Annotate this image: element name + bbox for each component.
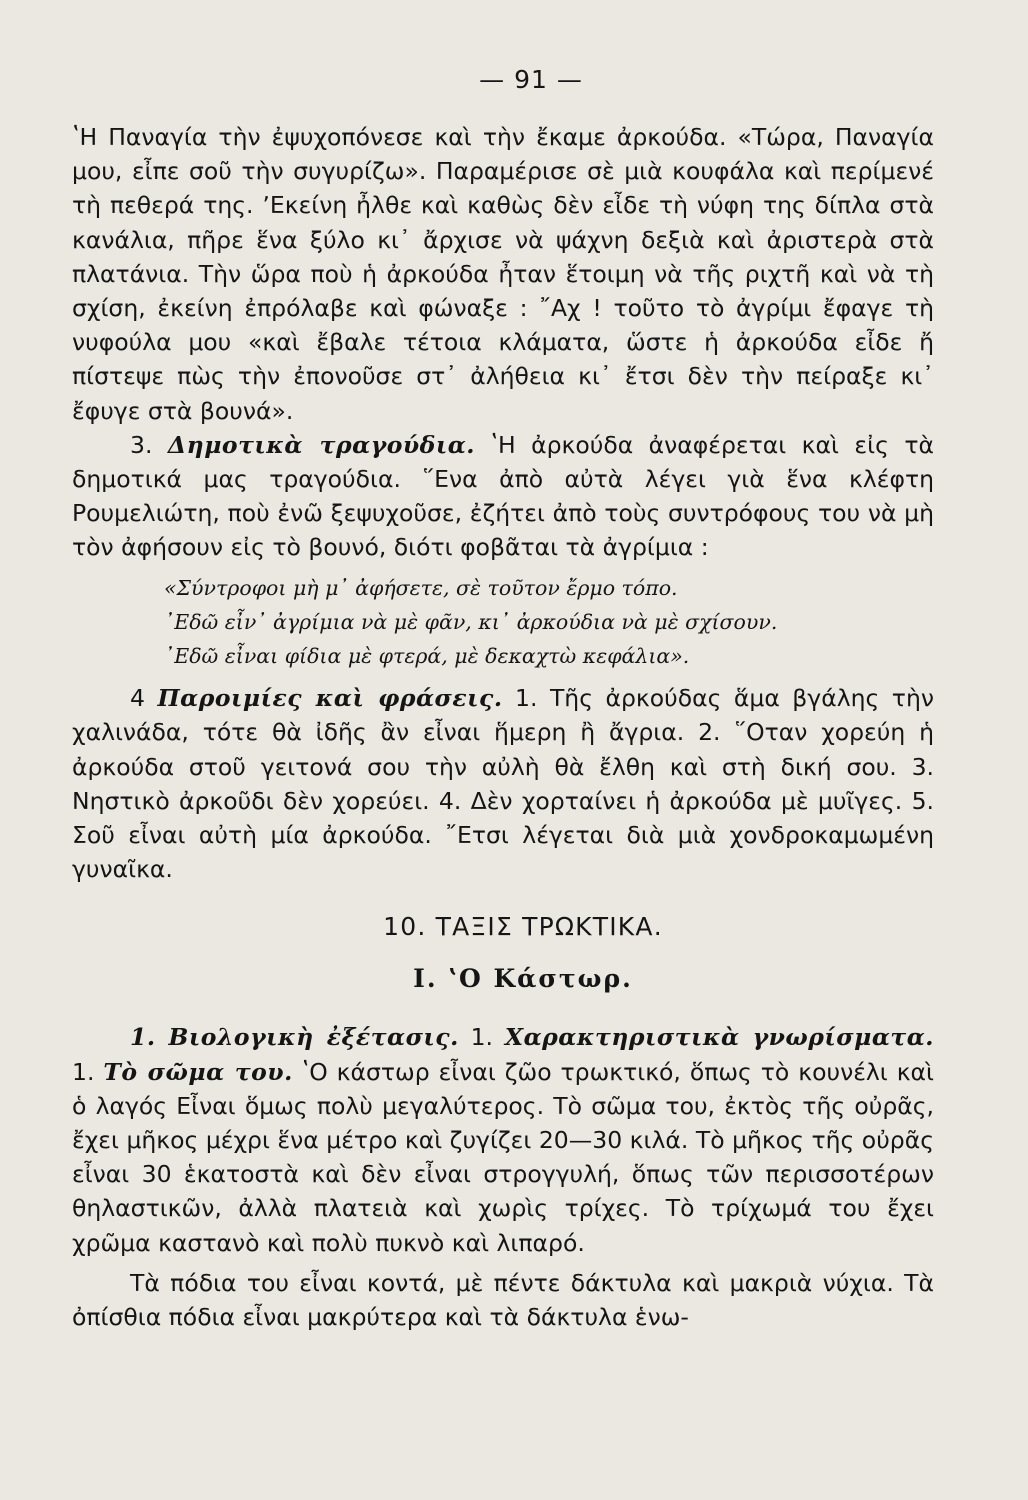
biology-sub-number: 1.: [470, 1023, 494, 1052]
verse-line: «Σύντροφοι μὴ μ᾽ ἀφήσετε, σὲ τοῦτον ἔρμο τόπο.: [164, 575, 678, 600]
songs-number: 3.: [130, 430, 153, 459]
biology-item-heading: Τὸ σῶμα του.: [103, 1057, 293, 1086]
biology-text: ʽΟ κάστωρ εἶναι ζῶο τρωκτικό, ὅπως τὸ κουνέλι καὶ ὁ λαγός Εἶναι ὅμως πολὺ μεγαλύτερος. Τὸ σῶμα του, ἐκτὸς τῆς οὐρᾶς, ἔχει μῆκος μέχρι ἕνα μέτρο καὶ ζυγίζει 20—30 κιλά. Τὸ μῆκος τῆς οὐρᾶς εἶναι 30 ἑκατοστὰ καὶ δὲν εἶναι στρογγυλή, ὅπως τῶν περισσοτέρων θηλαστικῶν, ἀλλὰ πλατειὰ καὶ χωρὶς τρίχες. Τὸ τρίχωμά του ἔχει χρῶμα καστανὸ καὶ πολὺ πυκνὸ καὶ λιπαρό.: [72, 1057, 934, 1257]
proverbs-text: 1. Τῆς ἀρκούδας ἅμα βγάλης τὴν χαλινάδα, τότε θὰ ἰδῆς ἂν εἶναι ἥμερη ἢ ἄγρια. 2. ῞Οταν χορεύη ἡ ἀρκούδα στοῦ γειτονά σου τὴν αὐλὴ θὰ ἔλθη καὶ στὴ δική σου. 3. Νηστικὸ ἀρκοῦδι δὲν χορεύει. 4. Δὲν χορταίνει ἡ ἀρκούδα μὲ μυῖγες. 5. Σοῦ εἶναι αὐτὴ μία ἀρκούδα. ῎Ετσι λέγεται διὰ μιὰ χονδροκαμωμένη γυναῖκα.: [72, 684, 934, 884]
intro-paragraph: ʽΗ Παναγία τὴν ἐψυχοπόνεσε καὶ τὴν ἔκαμε ἀρκούδα. «Τώρα, Παναγία μου, εἶπε σοῦ τὴν συγυρίζω». Παραμέρισε σὲ μιὰ κουφάλα καὶ περίμενέ τὴ πεθερά της. ʼΕκείνη ἦλθε καὶ καθὼς δὲν εἶδε τὴ νύφη της δίπλα στὰ κανάλια, πῆρε ἕνα ξύλο κι᾽ ἄρχισε νὰ ψάχνη δεξιὰ καὶ ἀριστερὰ στὰ πλατάνια. Τὴν ὥρα ποὺ ἡ ἀρκούδα ἦταν ἕτοιμη νὰ τῆς ριχτῆ καὶ νὰ τὴ σχίση, ἐκείνη ἐπρόλαβε καὶ φώναξε : ῎Αχ ! τοῦτο τὸ ἀγρίμι ἔφαγε τὴ νυφούλα μου «καὶ ἔβαλε τέτοια κλάματα, ὥστε ἡ ἀρκούδα εἶδε ἤ πίστεψε πὼς τὴν ἐπονοῦσε στ᾽ ἀλήθεια κι᾽ ἔτσι δὲν τὴν πείραξε κι᾽ ἔφυγε στὰ βουνά».: [72, 123, 934, 425]
page-number: — 91 —: [479, 65, 583, 94]
proverbs-number: 4: [130, 684, 145, 713]
biology-sub-heading: Χαρακτηριστικὰ γνωρίσματα.: [504, 1023, 934, 1052]
subsection-title: Ι. ʽΟ Κάστωρ.: [413, 964, 633, 994]
verse-line: ᾽Εδῶ εἶναι φίδια μὲ φτερά, μὲ δεκαχτὼ κεφάλια».: [164, 644, 690, 669]
verse-line: ᾽Εδῶ εἶν᾽ ἀγρίμια νὰ μὲ φᾶν, κι᾽ ἀρκούδια νὰ μὲ σχίσουν.: [164, 609, 778, 634]
songs-paragraph: [72, 428, 934, 565]
biology-item-number: 1.: [72, 1057, 95, 1086]
songs-text: ʽΗ ἀρκούδα ἀναφέρεται καὶ εἰς τὰ δημοτικά μας τραγούδια. ῞Ενα ἀπὸ αὐτὰ λέγει γιὰ ἕνα κλέφτη Ρουμελιώτη, ποὺ ἐνῶ ξεψυχοῦσε, ἐζήτει ἀπὸ τοὺς συντρόφους του νὰ μὴ τὸν ἀφήσουν εἰς τὸ βουνό, διότι φοβᾶται τὰ ἀγρίμια :: [72, 430, 934, 562]
section-title: 10. ΤΑΞΙΣ ΤΡΩΚΤΙΚΑ.: [383, 912, 663, 942]
proverbs-paragraph: [72, 681, 934, 886]
last-paragraph: Τὰ πόδια του εἶναι κοντά, μὲ πέντε δάκτυλα καὶ μακριὰ νύχια. Τὰ ὀπίσθια πόδια εἶναι μακρύτερα καὶ τὰ δάκτυλα ἑνω-: [72, 1268, 934, 1332]
songs-heading: Δημοτικὰ τραγούδια.: [167, 430, 475, 459]
biology-heading: 1. Βιολογικὴ ἐξέτασις.: [130, 1023, 459, 1052]
biology-paragraph: [72, 1020, 934, 1259]
folk-song-verse: [72, 571, 934, 674]
proverbs-heading: Παροιμίες καὶ φράσεις.: [157, 684, 503, 713]
